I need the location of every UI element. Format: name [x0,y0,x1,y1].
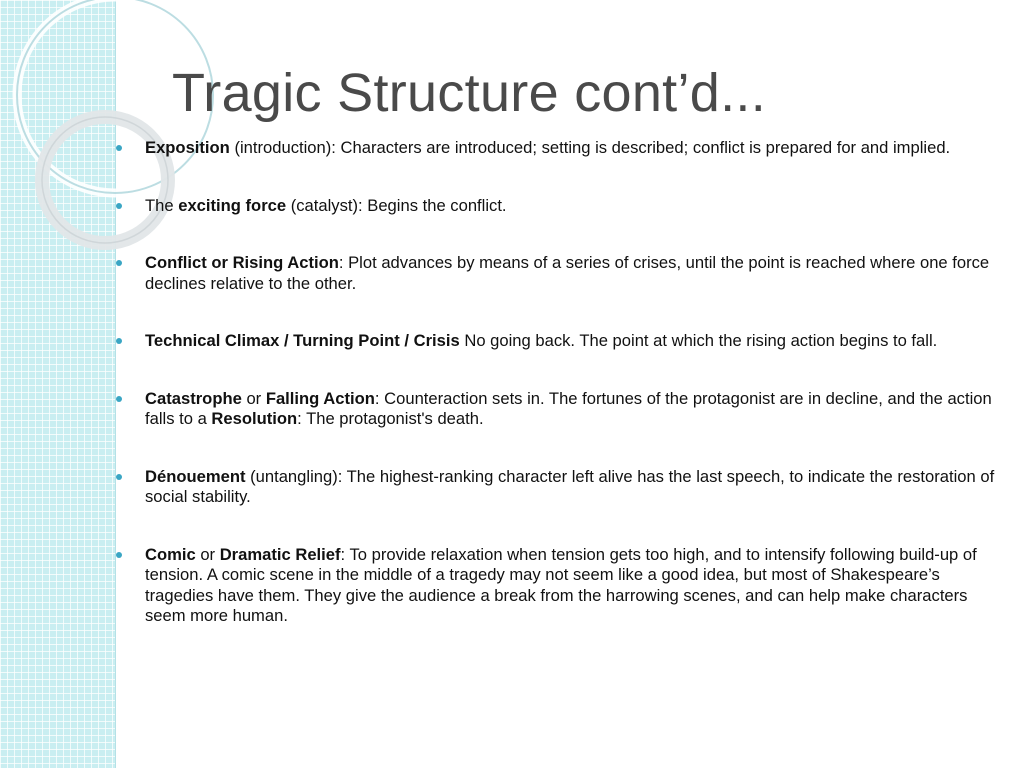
description: (introduction): Characters are introduced; setting is described; conflict is prepared for and implied. [229,138,951,157]
term-secondary: Dramatic Relief [219,544,341,564]
description: No going back. The point at which the rising action begins to fall. [459,331,938,350]
slide-title: Tragic Structure cont’d... [172,63,767,123]
term: Comic [145,544,196,564]
bullet-rising-action [145,253,1005,294]
bullet-list [145,138,1005,664]
bullet-climax [145,331,1005,352]
term-tertiary: Resolution [211,409,298,428]
description-tail: : The protagonist's death. [297,409,484,428]
description: : Counteraction sets in. The fortunes of the protagonist are in decline, and the action falls to a [145,388,992,428]
bullet-catastrophe [145,389,1005,430]
bullet-comic-relief [145,545,1005,627]
prefix: The [145,195,179,215]
term: Conflict or Rising Action [145,253,339,272]
term: Catastrophe [145,388,242,408]
term-secondary: Falling Action [265,388,375,408]
decorative-side-band [0,0,116,768]
term: Dénouement [145,466,246,486]
description: (catalyst): Begins the conflict. [286,195,507,215]
term: Exposition [145,138,230,157]
bullet-denouement [145,467,1005,508]
description: (untangling): The highest-ranking character left alive has the last speech, to indicate the restoration of social stability. [145,466,995,506]
description: : To provide relaxation when tension gets too high, and to intensify following build-up of tension. A comic scene in the middle of a tragedy may not seem like a good idea, but most of Shakespeare’s tragedies have them. They give the audience a break from the harrowing scenes, and can help make characters seem more human. [145,544,977,625]
bullet-exciting-force [145,196,1005,217]
connector: or [195,544,220,564]
term: exciting force [178,195,287,215]
connector: or [241,388,266,408]
term: Technical Climax / Turning Point / Crisis [145,331,460,350]
bullet-exposition [145,138,1005,159]
description: : Plot advances by means of a series of crises, until the point is reached where one force declines relative to the other. [145,253,990,293]
